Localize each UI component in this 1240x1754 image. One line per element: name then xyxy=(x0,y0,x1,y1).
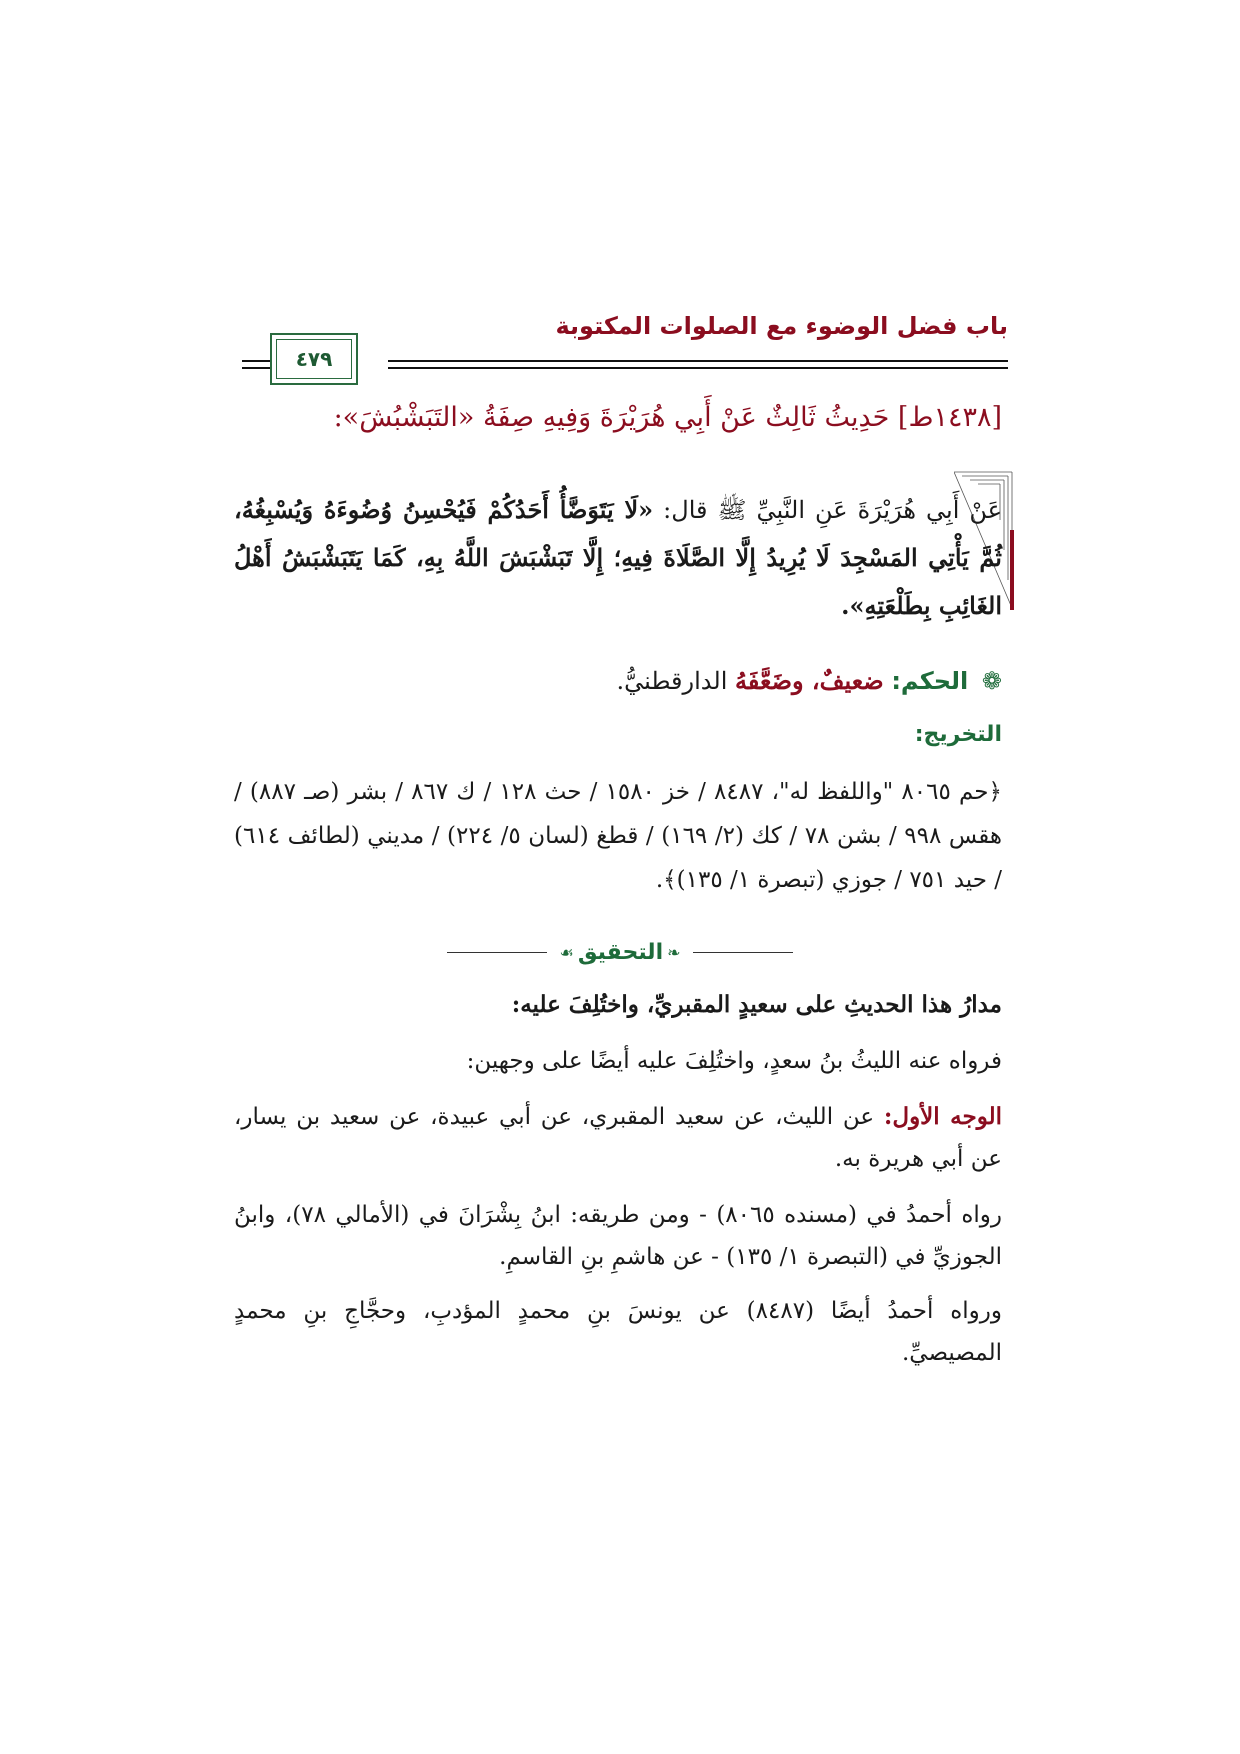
hadith-text xyxy=(234,486,1002,630)
flower-icon: ❁ xyxy=(981,667,1002,695)
ruling-label: الحكم: xyxy=(891,667,969,695)
chapter-title: باب فضل الوضوء مع الصلوات المكتوبة xyxy=(555,312,1008,340)
hadith-heading: [١٤٣٨ط] حَدِيثُ ثَالِثٌ عَنْ أَبِي هُرَيْرَةَ وَفِيهِ صِفَةُ «التَبَشْبُشَ»: xyxy=(333,402,1002,433)
tahqiq-label: التحقيق xyxy=(577,939,664,965)
page-number-frame xyxy=(270,333,358,385)
ruling-verdict: ضعيفٌ، وضَعَّفَهُ xyxy=(734,666,884,695)
hadith-quote: «لَا يَتَوَضَّأُ أَحَدُكُمْ فَيُحْسِنُ وُضُوءَهُ وَيُسْبِغُهُ، ثُمَّ يَأْتِي المَسْجِدَ لَا يُرِيدُ إِلَّا الصَّلَاةَ فِيهِ؛ إِلَّا تَبَشْبَشَ اللَّهُ بِهِ، كَمَا يَتَبَشْبَشُ أَهْلُ الغَائِبِ بِطَلْعَتِهِ». xyxy=(234,495,1002,620)
header-rule xyxy=(242,360,270,362)
ruling-rest: الدارقطنيُّ. xyxy=(616,667,735,695)
divider-line xyxy=(447,952,547,953)
divider-line xyxy=(693,952,793,953)
ornament-icon: ☙ xyxy=(559,942,574,962)
first-aspect-label: الوجه الأول: xyxy=(883,1103,1002,1130)
header-rule xyxy=(242,367,270,369)
page-number: ٤٧٩ xyxy=(295,347,333,371)
tahqiq-divider xyxy=(0,932,1240,972)
paragraph: رواه أحمدُ في (مسنده ٨٠٦٥) - ومن طريقه: ابنُ بِشْرَانَ في (الأمالي ٧٨)، وابنُ الجوزيِّ في (التبصرة ١/ ١٣٥) - عن هاشمِ بنِ القاسمِ. xyxy=(234,1202,1002,1270)
header-rule xyxy=(388,367,1008,369)
first-aspect-text: عن الليث، عن سعيد المقبري، عن أبي عبيدة، عن سعيد بن يسار، عن أبي هريرة به. xyxy=(234,1104,1002,1172)
paragraph: فرواه عنه الليثُ بنُ سعدٍ، واختُلِفَ عليه أيضًا على وجهين: xyxy=(466,1048,1002,1074)
takhrij-text: ﴿حم ٨٠٦٥ "واللفظ له"، ٨٤٨٧ / خز ١٥٨٠ / حث ١٢٨ / ك ٨٦٧ / بشر (صـ ٨٨٧) / هقس ٩٩٨ / بشن ٧٨ / كك (٢/ ١٦٩) / قطغ (لسان ٥/ ٢٢٤) / مديني (لطائف ٦١٤) / حيد ٧٥١ / جوزي (تبصرة ١/ ١٣٥)﴾. xyxy=(234,779,1003,893)
ornament-icon: ❧ xyxy=(667,942,681,962)
paragraph xyxy=(234,1096,1002,1180)
paragraph: ورواه أحمدُ أيضًا (٨٤٨٧) عن يونسَ بنِ محمدٍ المؤدبِ، وحجَّاجِ بنِ محمدٍ المصيصيِّ. xyxy=(234,1298,1002,1366)
header-rule xyxy=(388,360,1008,362)
takhrij-label: التخريج: xyxy=(914,722,1002,747)
ruling-line xyxy=(234,666,1002,695)
hadith-intro: عَنْ أَبِي هُرَيْرَةَ عَنِ النَّبِيِّ ﷺ قال: xyxy=(653,496,1002,524)
paragraph: مدارُ هذا الحديثِ على سعيدٍ المقبريِّ، واختُلِفَ عليه: xyxy=(511,991,1002,1018)
